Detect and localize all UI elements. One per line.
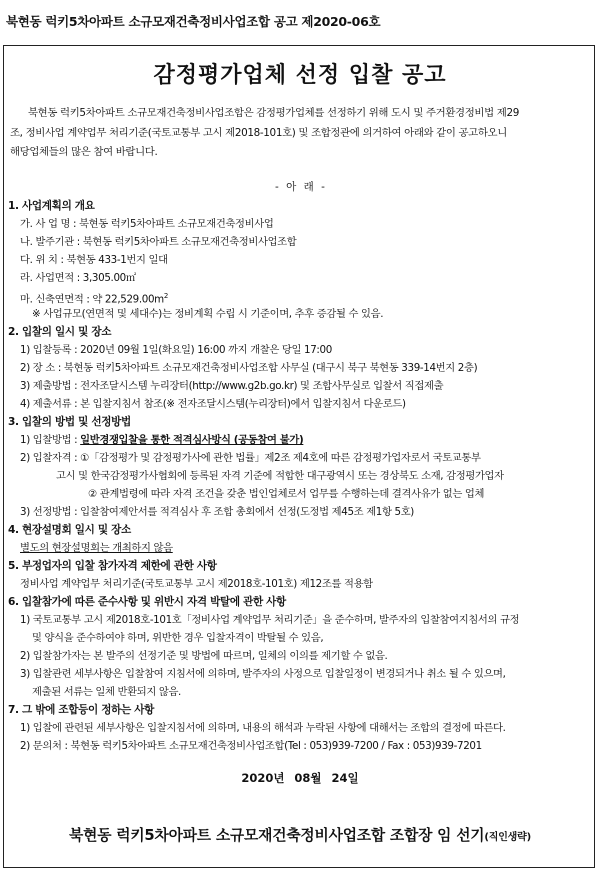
intro-line: 조, 정비사업 계약업무 처리기준(국토교통부 고시 제2018-101호) 및 조합정관에 의거하여 아래와 같이 공고하오니 xyxy=(10,126,507,139)
section-heading: 2. 입찰의 일시 및 장소 xyxy=(8,326,112,338)
list-item: 2) 입찰자격 : ①「감정평가 및 감정평가사에 관한 법률」제2조 제4호에 따른 감정평가업자로서 국토교통부 xyxy=(20,452,481,464)
list-item: ② 관계법령에 따라 자격 조건을 갖춘 법인업체로서 업무를 수행하는데 결격사유가 없는 업체 xyxy=(88,488,485,500)
list-item: 나. 발주기관 : 북현동 럭키5차아파트 소규모재건축정비사업조합 xyxy=(20,236,297,248)
list-item: 2) 문의처 : 북현동 럭키5차아파트 소규모재건축정비사업조합(Tel : 053)939-7200 / Fax : 053)939-7201 xyxy=(20,740,482,752)
section-heading: 4. 현장설명회 일시 및 장소 xyxy=(8,524,131,536)
list-item: 고시 및 한국감정평가사협회에 등록된 자격 기준에 적합한 대구광역시 또는 경상북도 소재, 감정평가업자 xyxy=(56,470,504,482)
list-item: 정비사업 계약업무 처리기준(국토교통부 고시 제2018호-101호) 제12조를 적용함 xyxy=(20,578,373,590)
notice-date: 2020년 08월 24일 xyxy=(241,771,359,785)
list-item: 4) 제출서류 : 본 입찰지침서 참조(※ 전자조달시스템(누리장터)에서 입찰지침서 다운로드) xyxy=(20,398,406,410)
list-item: 및 양식을 준수하여야 하며, 위반한 경우 입찰자격이 박탈될 수 있음, xyxy=(32,632,324,644)
signature-text: 북현동 럭키5차아파트 소규모재건축정비사업조합 조합장 임 선기 xyxy=(69,827,485,844)
list-item: 1) 입찰등록 : 2020년 09월 1일(화요일) 16:00 까지 개찰은 당일 17:00 xyxy=(20,344,332,356)
intro-line: 해당업체들의 많은 참여 바랍니다. xyxy=(10,146,158,158)
list-item: 별도의 현장설명회는 개최하지 않음 xyxy=(20,542,173,554)
notice-number: 북현동 럭키5차아파트 소규모재건축정비사업조합 공고 제2020-06호 xyxy=(6,14,381,29)
page-title: 감정평가업체 선정 입찰 공고 xyxy=(153,63,447,88)
list-item: 제출된 서류는 일체 반환되지 않음. xyxy=(32,686,181,698)
section-heading: 5. 부정업자의 입찰 참가자격 제한에 관한 사항 xyxy=(8,560,217,572)
list-item: 1) 국토교통부 고시 제2018호-101호「정비사업 계약업무 처리기준」을 준수하며, 발주자의 입찰참여지침서의 규정 xyxy=(20,614,520,626)
list-item: 1) 입찰방법 : 일반경쟁입찰을 통한 적격심사방식 (공동참여 불가) xyxy=(20,434,304,446)
section-divider-note: - 아 래 - xyxy=(275,181,325,193)
list-item: 3) 입찰관련 세부사항은 입찰참여 지침서에 의하며, 발주자의 사정으로 입찰일정이 변경되거나 취소 될 수 있으며, xyxy=(20,668,506,680)
intro-paragraph xyxy=(10,104,592,163)
signature-line xyxy=(0,824,600,845)
list-item: 가. 사 업 명 : 북현동 럭키5차아파트 소규모재건축정비사업 xyxy=(20,218,274,230)
list-item: ※ 사업규모(연면적 및 세대수)는 정비계획 수립 시 기준이며, 추후 증감될 수 있음. xyxy=(32,308,384,320)
list-item: 마. 신축연면적 : 약 $22,529.00m^2$ xyxy=(20,292,168,306)
section-heading: 7. 그 밖에 조합등이 정하는 사항 xyxy=(8,704,154,716)
section-heading: 3. 입찰의 방법 및 선정방법 xyxy=(8,416,131,428)
section-heading: 1. 사업계획의 개요 xyxy=(8,200,95,212)
intro-line: 북현동 럭키5차아파트 소규모재건축정비사업조합은 감정평가업체를 선정하기 위해 도시 및 주거환경정비법 제29 xyxy=(28,107,519,119)
section-heading: 6. 입찰참가에 따른 준수사항 및 위반시 자격 박탈에 관한 사항 xyxy=(8,596,286,608)
list-item: 2) 장 소 : 북현동 럭키5차아파트 소규모재건축정비사업조합 사무실 (대구시 북구 북현동 339-14번지 2층) xyxy=(20,362,478,374)
list-item: 다. 위 치 : 북현동 433-1번지 일대 xyxy=(20,254,168,266)
seal-omitted-note: (직인생략) xyxy=(484,832,531,843)
notice-body xyxy=(8,197,594,755)
list-item: 1) 입찰에 관련된 세부사항은 입찰지침서에 의하며, 내용의 해석과 누락된 사항에 대해서는 조합의 결정에 따른다. xyxy=(20,722,506,734)
list-item: 3) 제출방법 : 전자조달시스템 누리장터(http://www.g2b.go.kr) 및 조합사무실로 입찰서 직접제출 xyxy=(20,380,444,392)
list-item: 2) 입찰참가자는 본 발주의 선정기준 및 방법에 따르며, 일체의 이의를 제기할 수 없음. xyxy=(20,650,388,662)
bid-method-value: 일반경쟁입찰을 통한 적격심사방식 (공동참여 불가) xyxy=(80,434,304,446)
list-item: 3) 선정방법 : 입찰참여제안서를 적격심사 후 조합 총회에서 선정(도정법 제45조 제1항 5호) xyxy=(20,506,414,518)
superscript: 2 xyxy=(163,292,168,300)
list-item: 라. 사업면적 : 3,305.00㎡ xyxy=(20,272,136,284)
